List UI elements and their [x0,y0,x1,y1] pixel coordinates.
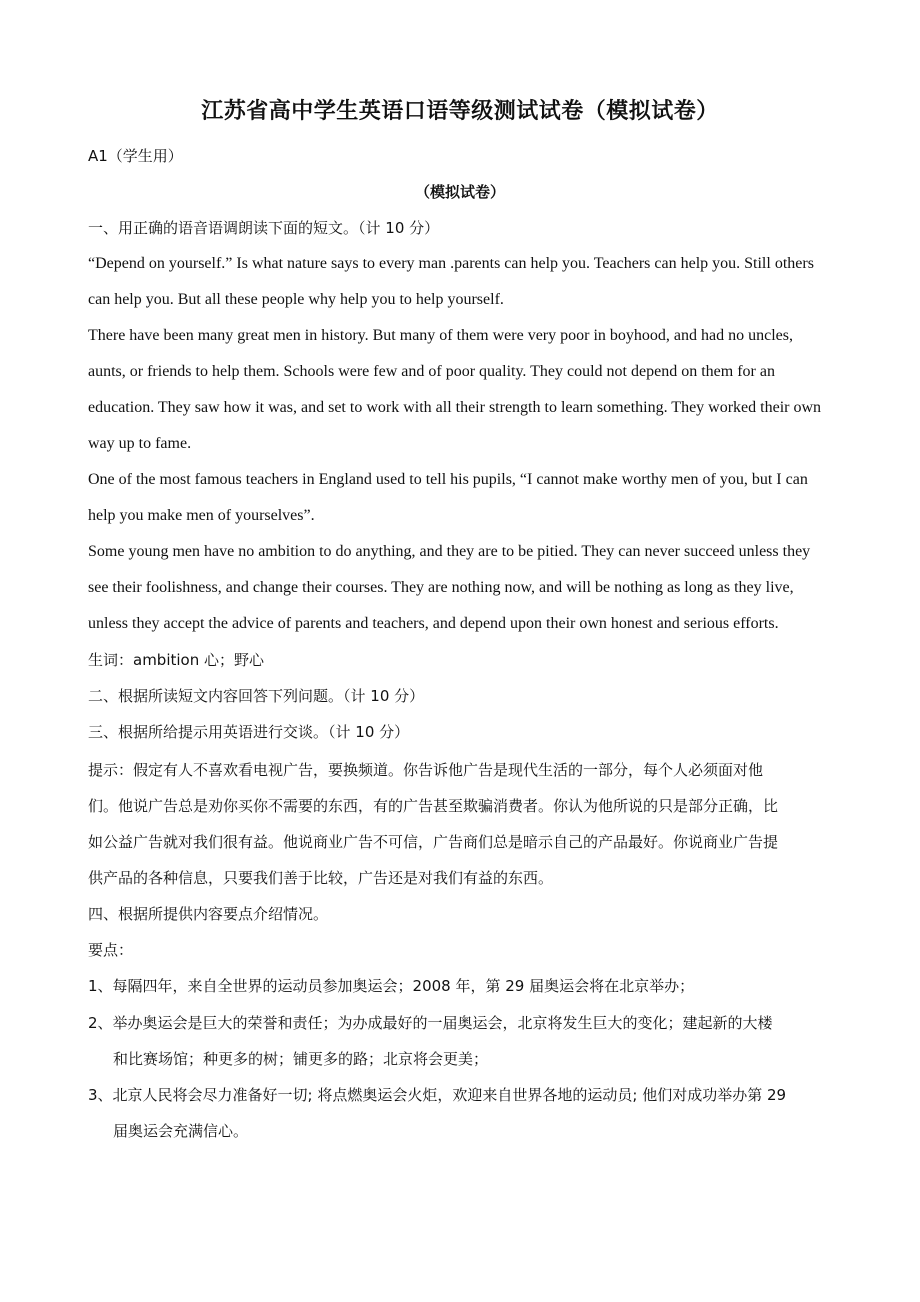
point-item-continued: 届奥运会充满信心。 [113,1122,249,1140]
passage-line: One of the most famous teachers in England used to tell his pupils, “I cannot make worthy men of you, but I can [88,471,808,488]
level-label: A1（学生用） [88,147,183,165]
prompt-line: 提示：假定有人不喜欢看电视广告，要换频道。你告诉他广告是现代生活的一部分，每个人必须面对他 [88,761,764,779]
passage-line: There have been many great men in history. But many of them were very poor in boyhood, and had no uncles, [88,327,793,344]
point-item: 3、北京人民将会尽力准备好一切; 将点燃奥运会火炬，欢迎来自世界各地的运动员; 他们对成功举办第 29 [88,1086,787,1104]
section3-heading: 三、根据所给提示用英语进行交谈。（计 10 分） [88,723,410,741]
section2-heading: 二、根据所读短文内容回答下列问题。（计 10 分） [88,687,425,705]
passage-line: help you make men of yourselves”. [88,507,315,524]
passage-line: way up to fame. [88,435,192,452]
vocab-note: 生词：ambition 心；野心 [88,651,264,669]
passage-line: Some young men have no ambition to do anything, and they are to be pitied. They can never succeed unless they [88,543,811,560]
point-item: 2、举办奥运会是巨大的荣誉和责任；为办成最好的一届奥运会，北京将发生巨大的变化；建起新的大楼 [88,1014,773,1032]
passage-line: see their foolishness, and change their courses. They are nothing now, and will be nothing as long as they live, [88,579,794,596]
prompt-line: 如公益广告就对我们很有益。他说商业广告不可信，广告商们总是暗示自己的产品最好。你说商业广告提 [88,833,779,851]
page-title: 江苏省高中学生英语口语等级测试试卷（模拟试卷） [201,99,719,124]
section1-heading: 一、用正确的语音语调朗读下面的短文。（计 10 分） [88,219,440,237]
prompt-line: 们。他说广告总是劝你买你不需要的东西，有的广告甚至欺骗消费者。你认为他所说的只是部分正确，比 [88,797,779,815]
section4-heading: 四、根据所提供内容要点介绍情况。 [88,905,329,923]
prompt-line: 供产品的各种信息，只要我们善于比较，广告还是对我们有益的东西。 [88,869,554,887]
passage-line: unless they accept the advice of parents and teachers, and depend upon their own honest and serious efforts. [88,615,779,632]
points-label: 要点： [88,941,134,959]
passage-line: can help you. But all these people why help you to help yourself. [88,291,504,308]
passage-line: “Depend on yourself.” Is what nature says to every man .parents can help you. Teachers can help you. Still others [88,255,814,272]
passage-line: aunts, or friends to help them. Schools were few and of poor quality. They could not depend on them for an [88,363,775,380]
passage-line: education. They saw how it was, and set to work with all their strength to learn something. They worked their own [88,399,822,416]
point-item-continued: 和比赛场馆；种更多的树；铺更多的路；北京将会更美； [113,1050,489,1068]
subtitle: （模拟试卷） [414,183,505,201]
point-item: 1、每隔四年，来自全世界的运动员参加奥运会；2008 年，第 29 届奥运会将在北京举办； [88,977,695,995]
